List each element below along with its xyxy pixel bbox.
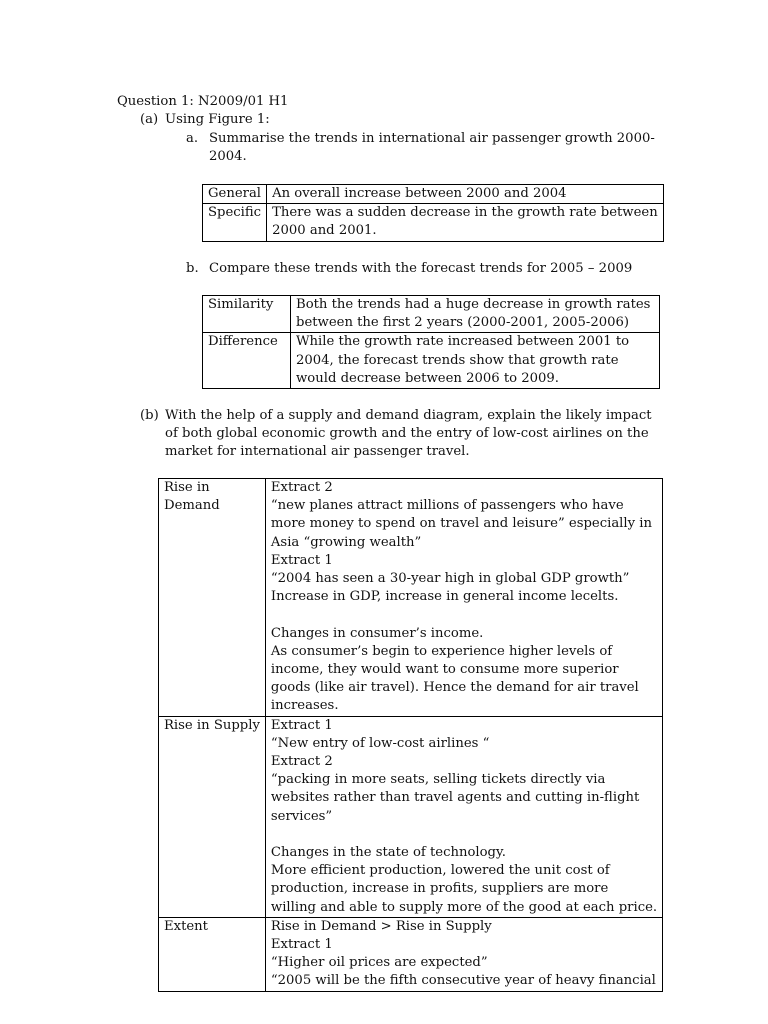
table-row [159, 716, 663, 917]
table-value-cell [265, 716, 662, 917]
table-value-line: 2004, the forecast trends show that growth rate [296, 352, 619, 368]
trends-table [202, 184, 664, 242]
table-value-line: “Higher oil prices are expected” [270, 955, 488, 971]
table-key: Extent [164, 918, 208, 934]
table-value-line: Extract 1 [270, 937, 333, 953]
table-key: General [208, 186, 262, 201]
sub-a-line: Summarise the trends in international air passenger growth 2000- [209, 131, 655, 146]
table-value-cell [291, 296, 660, 333]
demand-supply-table [158, 478, 663, 992]
table-value-line: Extract 2 [270, 754, 333, 770]
table-value-line: Increase in GDP, increase in general income lecelts. [270, 589, 619, 605]
table-key-cell [159, 917, 266, 991]
part-b-line: of both global economic growth and the entry of low-cost airlines on the [165, 426, 649, 442]
table-value-cell [265, 917, 662, 991]
table-value-line: “2004 has seen a 30-year high in global GDP growth” [270, 571, 630, 587]
table-key-cell [159, 479, 266, 717]
part-a-text: Using Figure 1: [165, 112, 270, 127]
table-value-line: More efficient production, lowered the unit cost of [270, 863, 610, 879]
table-value-line: Changes in the state of technology. [270, 845, 506, 861]
question-title: Question 1: N2009/01 H1 [117, 94, 289, 109]
table-row [159, 917, 663, 991]
part-b-line: With the help of a supply and demand diagram, explain the likely impact [165, 408, 652, 423]
part-b-line: market for international air passenger travel. [165, 444, 470, 460]
blank-line [271, 606, 657, 624]
table-row [203, 204, 664, 241]
table-value-line: As consumer’s begin to experience higher levels of [270, 643, 613, 659]
table-key: Specific [208, 205, 262, 221]
table-value-line: goods (like air travel). Hence the demand for air travel [270, 680, 639, 696]
table-key-cell [203, 185, 267, 204]
table-value-line: 2000 and 2001. [272, 223, 377, 239]
table-key: Similarity [208, 297, 274, 312]
table-key: Rise in Supply [164, 717, 260, 733]
table-value-line: would decrease between 2006 to 2009. [296, 370, 560, 386]
part-b-text [165, 407, 652, 462]
table-value-line: between the first 2 years (2000-2001, 2005-2006) [296, 315, 630, 331]
table-row [203, 333, 660, 389]
table-value-line: Extract 2 [270, 480, 333, 495]
table-value-line: Both the trends had a huge decrease in growth rates [296, 297, 651, 312]
table-value-line: Asia “growing wealth” [270, 534, 422, 550]
table-value-line: Extract 1 [270, 717, 333, 733]
table-value-line: “new planes attract millions of passengers who have [270, 498, 624, 514]
sub-b-label: b. [186, 261, 199, 276]
table-key-cell [203, 296, 291, 333]
table-value-line: more money to spend on travel and leisure” especially in [270, 516, 652, 532]
table-value-cell [291, 333, 660, 389]
part-b-label: (b) [140, 408, 159, 423]
table-key-cell [203, 204, 267, 241]
table-key-cell [159, 716, 266, 917]
table-value-line: There was a sudden decrease in the growth rate between [272, 205, 658, 221]
table-value-line: Extract 1 [270, 552, 333, 568]
blank-line [271, 826, 657, 844]
table-key: Difference [208, 334, 278, 350]
table-value-cell [267, 204, 664, 241]
table-value-line: “New entry of low-cost airlines “ [270, 735, 490, 751]
table-value-line: “packing in more seats, selling tickets directly via [270, 772, 606, 788]
table-key: Rise in [164, 480, 210, 495]
sub-a-label: a. [186, 131, 199, 146]
table-value-line: “2005 will be the fifth consecutive year of heavy financial [270, 973, 656, 989]
table-value-cell [265, 479, 662, 717]
part-a-label: (a) [140, 112, 159, 127]
table-row [203, 185, 664, 204]
table-key-cell [203, 333, 291, 389]
table-value-line: increases. [270, 698, 339, 714]
table-value-line: websites rather than travel agents and cutting in-flight [270, 790, 640, 806]
table-value-line: income, they would want to consume more superior [270, 662, 619, 678]
table-value-line: While the growth rate increased between 2001 to [296, 334, 630, 350]
table-value-cell [267, 185, 664, 204]
sub-a-line: 2004. [209, 149, 247, 165]
table-value-line: services” [270, 808, 333, 824]
sub-b-text: Compare these trends with the forecast trends for 2005 – 2009 [209, 261, 633, 276]
table-value-line: production, increase in profits, suppliers are more [270, 881, 609, 897]
table-row [159, 479, 663, 717]
table-row [203, 296, 660, 333]
table-value-line: Changes in consumer’s income. [270, 625, 484, 641]
table-value-line: Rise in Demand > Rise in Supply [270, 918, 492, 934]
sub-a-text [209, 130, 655, 166]
comparison-table [202, 295, 660, 389]
table-key: Demand [164, 498, 220, 514]
table-value-line: An overall increase between 2000 and 2004 [272, 186, 567, 201]
table-value-line: willing and able to supply more of the good at each price. [270, 899, 658, 915]
